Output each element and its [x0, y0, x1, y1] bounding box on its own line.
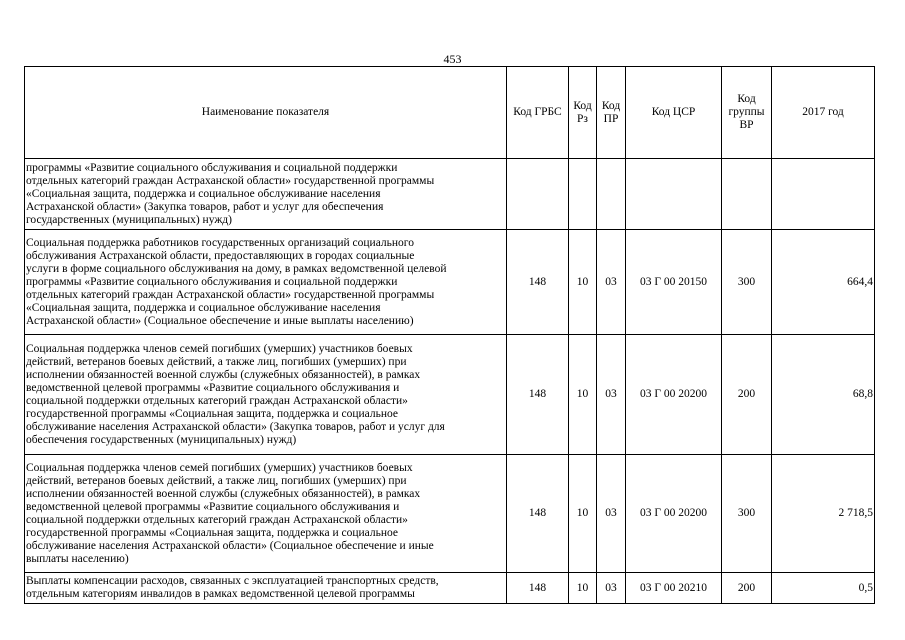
cell-pr: 03	[597, 230, 626, 335]
cell-grbs: 148	[507, 335, 569, 455]
cell-csr	[626, 159, 722, 230]
cell-vr: 300	[722, 455, 772, 573]
cell-amount: 2 718,5	[772, 455, 875, 573]
cell-csr: 03 Г 00 20200	[626, 455, 722, 573]
cell-pr: 03	[597, 335, 626, 455]
cell-rz	[569, 159, 597, 230]
header-csr: Код ЦСР	[626, 67, 722, 159]
cell-vr	[722, 159, 772, 230]
cell-vr: 200	[722, 335, 772, 455]
cell-amount: 68,8	[772, 335, 875, 455]
budget-table	[24, 66, 875, 604]
cell-grbs: 148	[507, 455, 569, 573]
table-row	[25, 230, 875, 335]
cell-pr: 03	[597, 455, 626, 573]
cell-rz: 10	[569, 573, 597, 604]
cell-rz: 10	[569, 335, 597, 455]
header-pr: Код ПР	[597, 67, 626, 159]
cell-grbs	[507, 159, 569, 230]
cell-vr: 300	[722, 230, 772, 335]
cell-name: Социальная поддержка членов семей погибших (умерших) участников боевых действий, ветеранов боевых действий, а также лиц, погибших (умерших) при исполнении обязанностей военной службы (служебных обязанностей), в рамках ведомственной целевой программы «Развитие социального обслуживания и социальной поддержки отдельных категорий граждан Астраханской области» государственной программы «Социальная защита, поддержка и социальное обслуживание населения Астраханской области» (Социальное обеспечение и иные выплаты населению)	[25, 455, 507, 573]
cell-amount: 664,4	[772, 230, 875, 335]
cell-pr	[597, 159, 626, 230]
cell-amount: 0,5	[772, 573, 875, 604]
header-grbs: Код ГРБС	[507, 67, 569, 159]
header-vr: Код группы ВР	[722, 67, 772, 159]
cell-name: Социальная поддержка работников государственных организаций социального обслуживания Астраханской области, предоставляющих в городах социальные услуги в форме социального обслуживания на дому, в рамках ведомственной целевой программы «Развитие социального обслуживания и социальной поддержки отдельных категорий граждан Астраханской области» государственной программы «Социальная защита, поддержка и социальное обслуживание населения Астраханской области» (Социальное обеспечение и иные выплаты населению)	[25, 230, 507, 335]
cell-csr: 03 Г 00 20150	[626, 230, 722, 335]
header-name: Наименование показателя	[25, 67, 507, 159]
header-rz: Код Рз	[569, 67, 597, 159]
table-row	[25, 335, 875, 455]
cell-name: Выплаты компенсации расходов, связанных с эксплуатацией транспортных средств, отдельным категориям инвалидов в рамках ведомственной целевой программы	[25, 573, 507, 604]
cell-name: программы «Развитие социального обслуживания и социальной поддержки отдельных категорий граждан Астраханской области» государственной программы «Социальная защита, поддержка и социальное обслуживание населения Астраханской области» (Закупка товаров, работ и услуг для обеспечения государственных (муниципальных) нужд)	[25, 159, 507, 230]
cell-vr: 200	[722, 573, 772, 604]
cell-name: Социальная поддержка членов семей погибших (умерших) участников боевых действий, ветеранов боевых действий, а также лиц, погибших (умерших) при исполнении обязанностей военной службы (служебных обязанностей), в рамках ведомственной целевой программы «Развитие социального обслуживания и социальной поддержки отдельных категорий граждан Астраханской области» государственной программы «Социальная защита, поддержка и социальное обслуживание населения Астраханской области» (Закупка товаров, работ и услуг для обеспечения государственных (муниципальных) нужд)	[25, 335, 507, 455]
header-year: 2017 год	[772, 67, 875, 159]
cell-grbs: 148	[507, 573, 569, 604]
table-row	[25, 573, 875, 604]
table-row	[25, 455, 875, 573]
cell-pr: 03	[597, 573, 626, 604]
table-header-row	[25, 67, 875, 159]
cell-csr: 03 Г 00 20210	[626, 573, 722, 604]
cell-rz: 10	[569, 455, 597, 573]
table-row	[25, 159, 875, 230]
cell-amount	[772, 159, 875, 230]
cell-rz: 10	[569, 230, 597, 335]
cell-grbs: 148	[507, 230, 569, 335]
cell-csr: 03 Г 00 20200	[626, 335, 722, 455]
page-number: 453	[443, 52, 462, 66]
